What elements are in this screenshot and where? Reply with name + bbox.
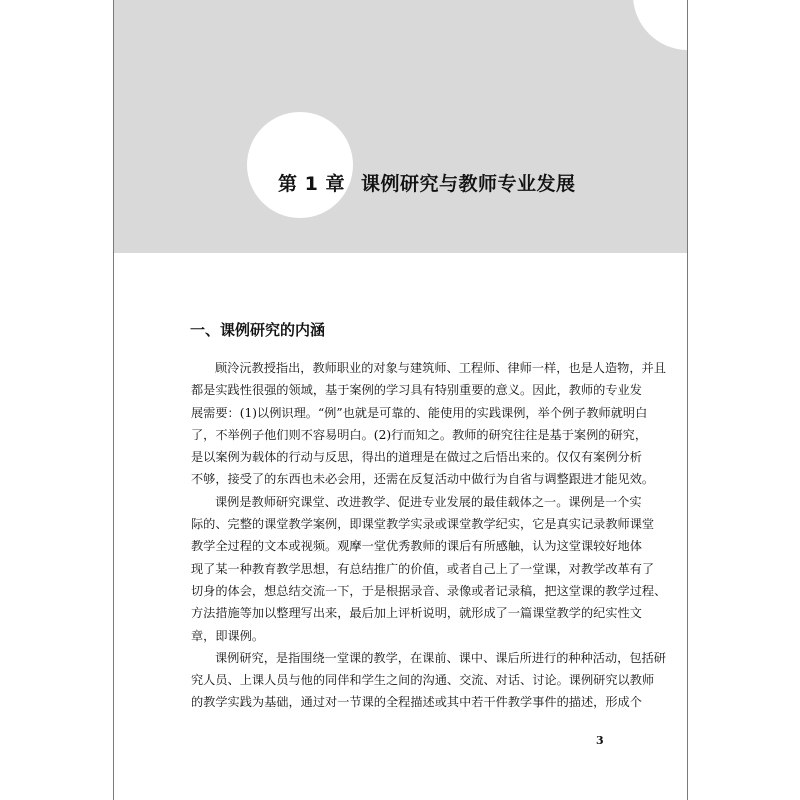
book-page	[113, 0, 688, 800]
chapter-header-band	[114, 0, 687, 253]
paragraph-1-line-2: 都是实践性很强的领域，基于案例的学习具有特别重要的意义。因此，教师的专业发	[191, 383, 642, 398]
paragraph-2-line-4: 现了某一种教育教学思想，有总结推广的价值，或者自己上了一堂课，对教学改革有了	[191, 561, 655, 576]
body-text	[191, 357, 667, 714]
decorative-circle	[247, 112, 353, 218]
paragraph-2-line-6: 方法措施等加以整理写出来，最后加上评析说明，就形成了一篇课堂教学的纪实性文	[191, 606, 642, 621]
paragraph-3-line-3: 的教学实践为基础，通过对一节课的全程描述或其中若干件教学事件的描述，形成个	[191, 695, 642, 710]
section-heading: 一、课例研究的内涵	[190, 321, 326, 339]
paragraph-1-line-6: 不够，接受了的东西也未必会用，还需在反复活动中做行为自省与调整跟进才能见效。	[191, 472, 655, 487]
chapter-name: 课例研究与教师专业发展	[360, 173, 576, 195]
paragraph-2-line-2: 际的、完整的课堂教学案例，即课堂教学实录或课堂教学纪实，它是真实记录教师课堂	[191, 517, 655, 532]
chapter-number: 第 1 章	[278, 173, 345, 195]
paragraph-1-line-5: 是以案例为载体的行动与反思，得出的道理是在做过之后悟出来的。仅仅有案例分析	[191, 450, 642, 465]
chapter-title	[278, 169, 575, 196]
page-number: 3	[596, 734, 604, 747]
paragraph-1-line-4: 了，不举例子他们则不容易明白。(2)行而知之。教师的研究往往是基于案例的研究，	[191, 427, 648, 442]
paragraph-1-line-3: 展需要：(1)以例识理。“例”也就是可靠的、能使用的实践课例，举个例子教师就明白	[191, 405, 648, 420]
paragraph-3-line-2: 究人员、上课人员与他的同伴和学生之间的沟通、交流、对话、讨论。课例研究以教师	[191, 673, 655, 688]
paragraph-2-line-1: 课例是教师研究课堂、改进教学、促进专业发展的最佳载体之一。课例是一个实	[215, 494, 642, 509]
paragraph-2-line-3: 教学全过程的文本或视频。观摩一堂优秀教师的课后有所感触，认为这堂课较好地体	[191, 539, 642, 554]
paragraph-2-line-7: 章，即课例。	[191, 628, 265, 643]
paragraph-2-line-5: 切身的体会，想总结交流一下，于是根据录音、录像或者记录稿，把这堂课的教学过程、	[191, 583, 667, 598]
paragraph-3-line-1: 课例研究，是指围绕一堂课的教学，在课前、课中、课后所进行的种种活动，包括研	[215, 650, 666, 665]
paragraph-1-line-1: 顾泠沅教授指出，教师职业的对象与建筑师、工程师、律师一样，也是人造物，并且	[215, 361, 666, 375]
